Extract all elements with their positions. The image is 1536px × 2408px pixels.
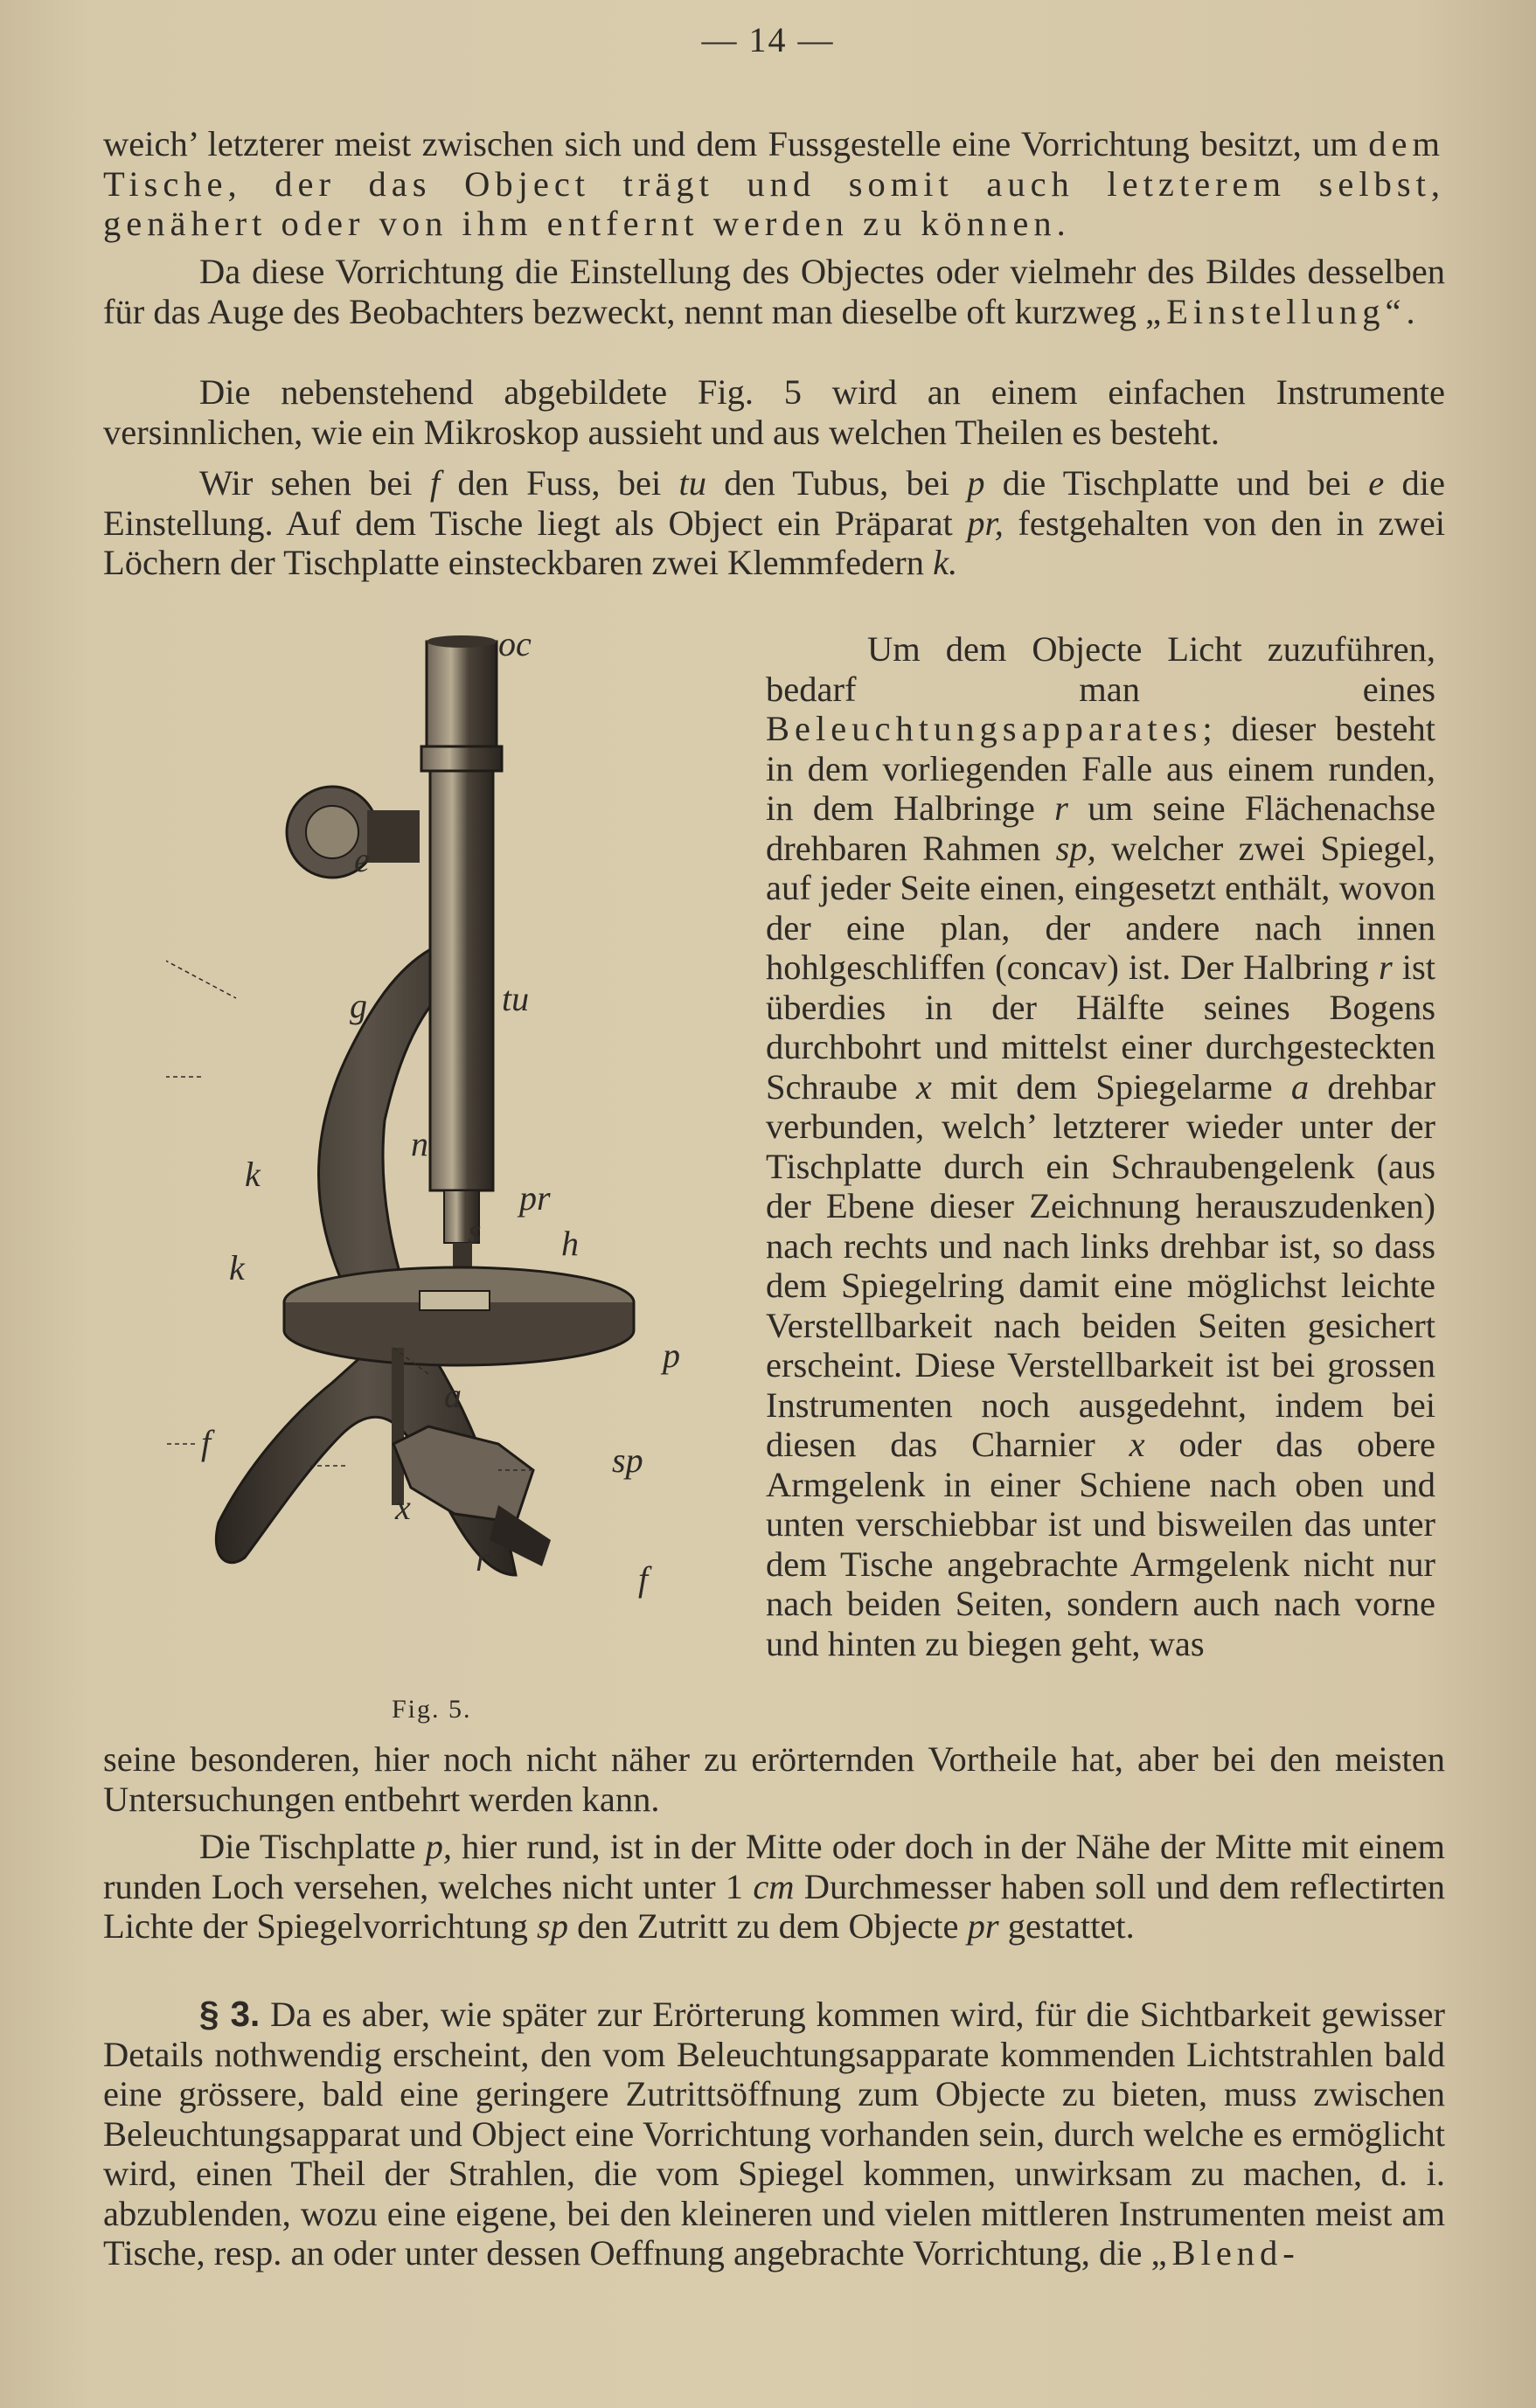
label-g: g: [350, 986, 367, 1025]
label-sp: sp: [612, 1440, 643, 1480]
label-k-upper: k: [245, 1155, 261, 1194]
figure-caption: Fig. 5.: [392, 1695, 472, 1724]
label-k-lower: k: [229, 1248, 245, 1287]
paragraph-1: weich’ letzterer meist zwischen sich und dem Fussgestelle eine Vorrichtung besitzt, um dem Tische, der das Object trägt und somit auch letzterem selbst, genähert oder von ihm entfernt werden zu können.: [103, 124, 1445, 243]
label-h: h: [561, 1224, 579, 1263]
label-r: r: [476, 1539, 490, 1579]
paragraph-3: Die nebenstehend abgebildete Fig. 5 wird an einem einfachen Instrumente versinnlichen, wie ein Mikroskop aussieht und aus welchen Theilen es besteht.: [103, 372, 1445, 452]
label-n: n: [411, 1124, 428, 1163]
paragraph-2: Da diese Vorrichtung die Einstellung des Objectes oder vielmehr des Bildes desselben für das Auge des Beobachters bezweckt, nennt man dieselbe oft kurzweg „Einstellung“.: [103, 252, 1445, 331]
label-oc: oc: [498, 631, 532, 663]
paragraph-5-continued: seine besonderen, hier noch nicht näher zu erörternden Vortheile hat, aber bei den meisten Untersuchungen entbehrt werden kann.: [103, 1739, 1445, 1819]
paragraph-6: Die Tischplatte p, hier rund, ist in der Mitte oder doch in der Nähe der Mitte mit einem runden Loch versehen, welches nicht unter 1 cm Durchmesser haben soll und dem reflectirten Lichte der Spiegelvorrichtung sp den Zutritt zu dem Objecte pr gestattet.: [103, 1827, 1445, 1946]
label-f-right: f: [638, 1559, 649, 1599]
label-tu: tu: [502, 979, 530, 1018]
microscope-figure: [166, 631, 708, 1680]
label-a: a: [444, 1376, 462, 1415]
label-f-left: f: [201, 1423, 212, 1462]
paragraph-4: Wir sehen bei f den Fuss, bei tu den Tubus, bei p die Tischplatte und bei e die Einstellung. Auf dem Tische liegt als Object ein Präparat pr, festgehalten von den in zwei Löchern der Tischplatte einsteckbaren zwei Klemmfedern k.: [103, 463, 1446, 582]
label-s: s: [468, 1211, 482, 1251]
label-pr: pr: [519, 1178, 551, 1218]
section-number: § 3.: [199, 1994, 261, 2034]
paragraph-5-side: Um dem Objecte Licht zuzuführen, bedarf man eines Beleuchtungsapparates; dieser besteht in dem vorliegenden Falle aus einem runden, in dem Halbringe r um seine Flächenachse drehbaren Rahmen sp, welcher zwei Spiegel, auf jeder Seite einen, eingesetzt enthält, wovon der eine plan, der andere nach innen hohlgeschliffen (concav) ist. Der Halbring r ist überdies in der Hälfte seines Bogens durchbohrt und mittelst einer durchgesteckten Schraube x mit dem Spiegelarme a drehbar verbunden, welch’ letzterer wieder unter der Tischplatte durch ein Schraubengelenk (aus der Ebene dieser Zeichnung herauszudenken) nach rechts und nach links drehbar ist, so dass dem Spiegelring damit eine möglichst leichte Verstellbarkeit nach beiden Seiten gesichert erscheint. Diese Verstellbarkeit ist bei grossen Instrumenten noch ausgedehnt, indem bei diesen das Charnier x oder das obere Armgelenk in einer Schiene nach oben und unten verschiebbar ist und bisweilen das unter dem Tische angebrachte Armgelenk nicht nur nach beiden Seiten, sondern auch nach vorne und hinten zu biegen geht, was: [766, 629, 1436, 1663]
label-e: e: [354, 840, 370, 879]
microscope-illustration: [166, 631, 708, 1680]
label-p: p: [663, 1336, 680, 1375]
label-x: x: [395, 1488, 411, 1527]
page-number: — 14 —: [701, 20, 835, 59]
paragraph-7: § 3. Da es aber, wie später zur Erörterung kommen wird, für die Sichtbarkeit gewisser Details nothwendig erscheint, den vom Beleuchtungsapparate kommenden Lichtstrahlen bald eine grössere, bald eine geringere Zutrittsöffnung zum Objecte zu bieten, muss zwischen Beleuchtungsapparat und Object eine Vorrichtung vorhanden sein, durch welche es ermöglicht wird, einen Theil der Strahlen, die vom Spiegel kommen, unwirksam zu machen, d. i. abzublenden, wozu eine eigene, bei den kleineren und vielen mittleren Instrumenten meist am Tische, resp. an oder unter dessen Oeffnung angebrachte Vorrichtung, die „Blend-: [103, 1994, 1445, 2273]
